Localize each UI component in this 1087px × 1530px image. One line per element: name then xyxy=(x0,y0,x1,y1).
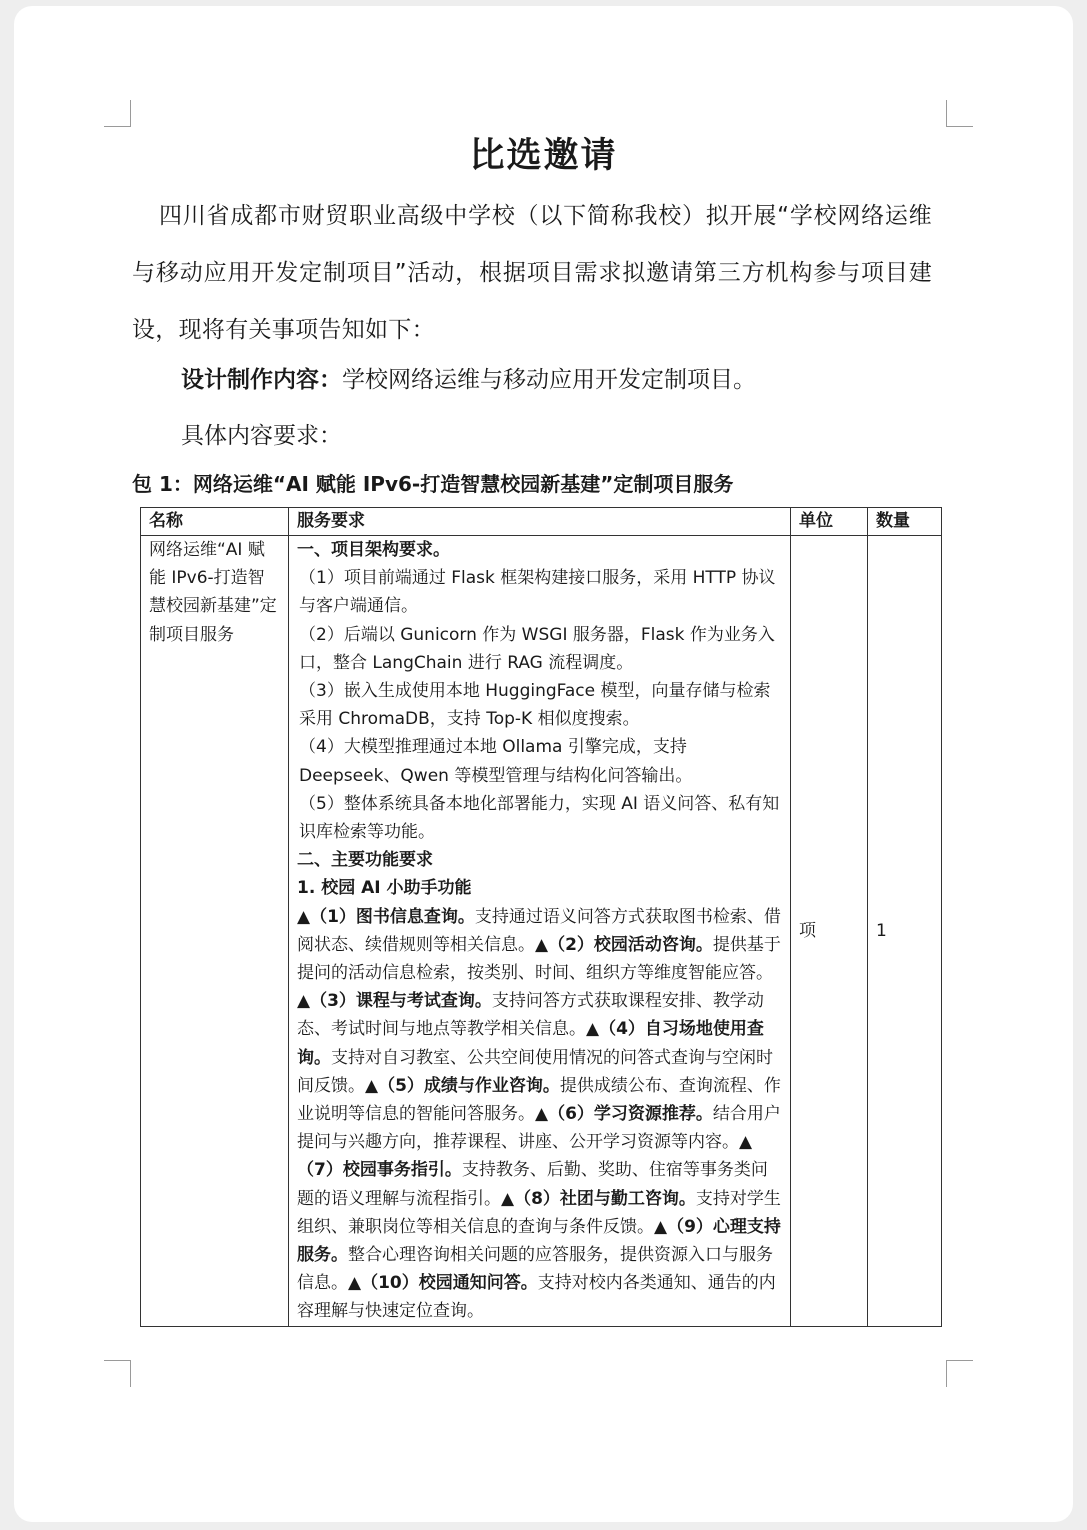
header-unit: 单位 xyxy=(791,508,868,536)
crop-mark-top-right xyxy=(946,100,973,127)
header-qty: 数量 xyxy=(868,508,942,536)
arch-item: （4）大模型推理通过本地 Ollama 引擎完成，支持 Deepseek、Qwen 等模型管理与结构化问答输出。 xyxy=(299,737,693,786)
arch-item: （3）嵌入生成使用本地 HuggingFace 模型，向量存储与检索采用 ChromaDB，支持 Top-K 相似度搜索。 xyxy=(299,681,771,730)
document-title: 比选邀请 xyxy=(469,136,618,176)
header-service: 服务要求 xyxy=(289,508,791,536)
crop-mark-top-left xyxy=(104,100,131,127)
table-header-row xyxy=(141,508,942,536)
feature-head: ▲（3）课程与考试查询。 xyxy=(297,991,492,1012)
feature-body: 支持问答方式获取课程安排、教学动态、考试时间与地点等教学相关信息。 xyxy=(297,991,764,1040)
feature-body: 支持对校内各类通知、通告的内容理解与快速定位查询。 xyxy=(297,1273,776,1322)
feature-body: 支持对学生组织、兼职岗位等相关信息的查询与条件反馈。 xyxy=(297,1188,781,1237)
feature-head: ▲（1）图书信息查询。 xyxy=(297,906,475,927)
feature-paragraph xyxy=(297,903,782,1326)
feature-body: 支持教务、后勤、奖助、住宿等事务类问题的语义理解与流程指引。 xyxy=(297,1160,768,1209)
feature-body: 整合心理咨询相关问题的应答服务，提供资源入口与服务信息。 xyxy=(297,1245,773,1294)
assistant-subtitle: 1. 校园 AI 小助手功能 xyxy=(297,878,472,899)
arch-item: （2）后端以 Gunicorn 作为 WSGI 服务器，Flask 作为业务入口，整合 LangChain 进行 RAG 流程调度。 xyxy=(299,624,775,673)
design-value: 学校网络运维与移动应用开发定制项目。 xyxy=(342,367,756,393)
cell-unit: 项 xyxy=(791,536,868,1327)
crop-mark-bottom-left xyxy=(104,1360,131,1387)
feature-body: 结合用户提问与兴趣方向，推荐课程、讲座、公开学习资源等内容。 xyxy=(297,1104,781,1153)
section1-title: 一、项目架构要求。 xyxy=(297,540,450,560)
feature-body: 提供成绩公布、查询流程、作业说明等信息的智能问答服务。 xyxy=(297,1075,781,1125)
feature-body: 支持对自习教室、公共空间使用情况的问答式查询与空闲时间反馈。 xyxy=(297,1047,773,1096)
feature-head: ▲（8）社团与勤工咨询。 xyxy=(501,1188,696,1209)
intro-paragraph: 四川省成都市财贸职业高级中学校（以下简称我校）拟开展“学校网络运维与移动应用开发定制项目”活动，根据项目需求拟邀请第三方机构参与项目建设，现将有关事项告知如下： xyxy=(132,203,932,343)
service-table xyxy=(140,507,942,1327)
section2-title: 二、主要功能要求 xyxy=(297,850,433,871)
header-name: 名称 xyxy=(141,508,289,536)
cell-qty: 1 xyxy=(868,536,942,1327)
feature-head: ▲（10）校园通知问答。 xyxy=(348,1273,538,1294)
feature-head: ▲（6）学习资源推荐。 xyxy=(535,1104,713,1125)
arch-item: （5）整体系统具备本地化部署能力，实现 AI 语义问答、私有知识库检索等功能。 xyxy=(299,793,780,843)
feature-head: ▲（7）校园事务指引。 xyxy=(297,1132,753,1181)
feature-head: ▲（5）成绩与作业咨询。 xyxy=(365,1075,560,1096)
crop-mark-bottom-right xyxy=(946,1360,973,1387)
package-title: 包 1：网络运维“AI 赋能 IPv6-打造智慧校园新基建”定制项目服务 xyxy=(132,472,734,496)
arch-item: （1）项目前端通过 Flask 框架构建接口服务，采用 HTTP 协议与客户端通信。 xyxy=(299,568,776,617)
cell-name: 网络运维“AI 赋能 IPv6-打造智慧校园新基建”定制项目服务 xyxy=(141,536,289,1327)
table-row xyxy=(141,536,942,1327)
cell-service xyxy=(289,536,791,1327)
feature-body: 支持通过语义问答方式获取图书检索、借阅状态、续借规则等相关信息。 xyxy=(297,906,781,955)
requirements-label: 具体内容要求： xyxy=(181,423,342,449)
feature-head: ▲（4）自习场地使用查询。 xyxy=(297,1019,764,1068)
feature-head: ▲（2）校园活动咨询。 xyxy=(535,934,713,955)
feature-head: ▲（9）心理支持服务。 xyxy=(297,1216,781,1266)
design-content-line xyxy=(181,356,756,404)
feature-body: 提供基于提问的活动信息检索，按类别、时间、组织方等维度智能应答。 xyxy=(297,934,781,984)
design-label: 设计制作内容： xyxy=(181,367,342,393)
